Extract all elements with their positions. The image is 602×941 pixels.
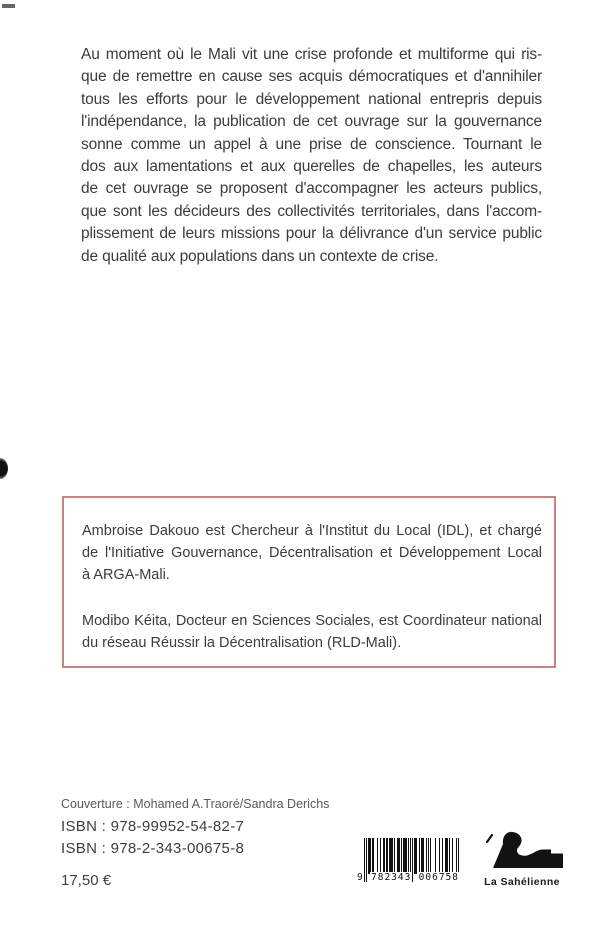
la-sahelienne-silhouette-icon [479,829,565,875]
text-line: de l'Initiative Gouvernance, Décentralisation et Développement Local [82,545,542,561]
text-line: Ambroise Dakouo est Chercheur à l'Institut du Local (IDL), et chargé [82,523,542,539]
barcode-digits [356,872,460,883]
publisher-name: La Sahélienne [484,876,560,888]
text-line: dos aux lamentations et aux querelles de chapelles, les auteurs [81,158,542,176]
text-line: à ARGA-Mali. [82,567,170,583]
crop-mark [2,4,15,8]
text-line: Modibo Kéita, Docteur en Sciences Sociales, est Coordinateur national [82,613,542,629]
barcode-digit-group: 782343 [371,872,412,883]
ean13-barcode [357,838,459,892]
text-line: Au moment où le Mali vit une crise profonde et multiforme qui ris- [81,46,542,63]
barcode-digit-group: 006758 [418,872,459,883]
isbn-line-1: ISBN : 978-99952-54-82-7 [61,818,245,835]
text-line: de cet ouvrage se proposent d'accompagner les acteurs publics, [81,180,542,198]
text-line: l'indépendance, la publication de cet ouvrage sur la gouvernance [81,113,542,131]
price: 17,50 € [61,872,112,889]
text-line: du réseau Réussir la Décentralisation (RLD-Mali). [82,635,402,651]
author-info-box [62,496,556,668]
isbn-line-2: ISBN : 978-2-343-00675-8 [61,840,245,857]
synopsis-paragraph [81,44,542,268]
text-line: que sont les décideurs des collectivités territoriales, dans l'accom- [81,202,542,220]
text-line: de qualité aux populations dans un contexte de crise. [81,247,439,265]
registration-mark [0,458,8,479]
author-bio-modibo-keita [82,610,542,654]
publisher-logo [479,829,565,891]
barcode-digit-group: 9 [357,872,364,883]
author-bio-ambroise-dakouo [82,520,542,586]
text-line: que de remettre en cause ses acquis démocratiques et d'annihiler [81,68,542,86]
cover-credit: Couverture : Mohamed A.Traoré/Sandra Derichs [61,797,330,811]
text-line: plissement de leurs missions pour la délivrance d'un service public [81,225,542,243]
text-line: tous les efforts pour le développement national entrepris depuis [81,90,542,108]
text-line: sonne comme un appel à une prise de conscience. Tournant le [81,135,542,153]
